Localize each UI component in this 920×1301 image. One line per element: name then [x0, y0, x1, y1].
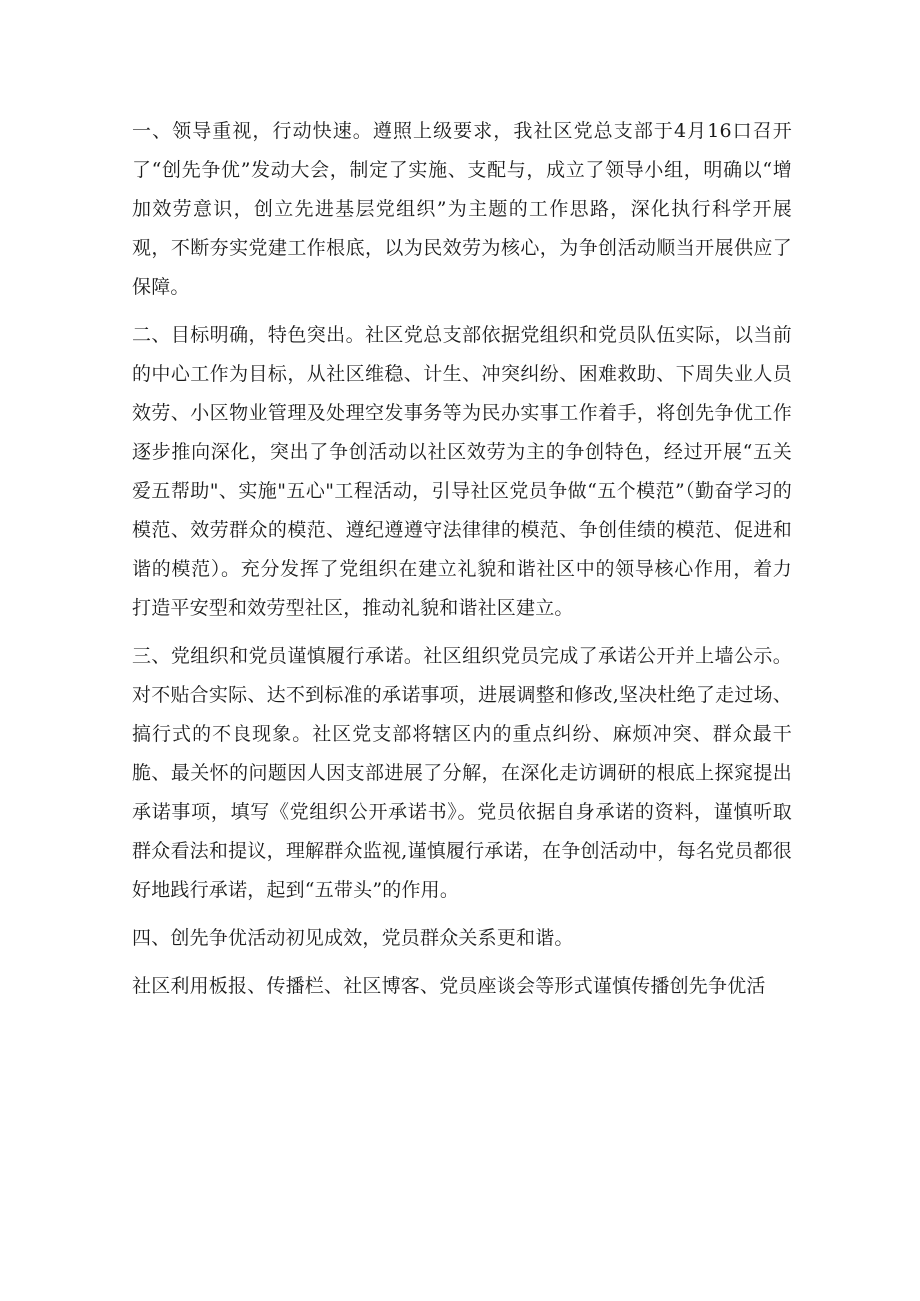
paragraph-publicity: 社区利用板报、传播栏、社区博客、党员座谈会等形式谨慎传播创先争优活 — [132, 975, 766, 997]
paragraph-commitments: 三、党组织和党员谨慎履行承诺。社区组织党员完成了承诺公开并上墙公示。对不贴合实际、达不到标准的承诺事项，进展调整和修改,坚决杜绝了走过场、搞行式的不良现象。社区党支部将辖区内的重点纠纷、麻烦冲突、群众最干脆、最关怀的问题因人因支部进展了分解，在深化走访调研的根底上探窕提出承诺事项，填写《党组织公开承诺书》。党员依据自身承诺的资料，谨慎听取群众看法和提议，理解群众监视,谨慎履行承诺，在争创活动中，每名党员都很好地践行承诺，起到“五带头”的作用。 — [132, 645, 792, 901]
paragraph-leadership: 一、领导重视，行动快速。遵照上级要求，我社区党总支部于4月16口召开了“创先争优”发动大会，制定了实施、支配与，成立了领导小组，明确以“增加效劳意识，创立先进基层党组织”为主题的工作思路，深化执行科学开展观，不断夯实党建工作根底，以为民效劳为核心，为争创活动顺当开展供应了保障。 — [132, 120, 792, 298]
document-body — [132, 112, 792, 1006]
paragraph-goals: 二、目标明确，特色突出。社区党总支部依据党组织和党员队伍实际，以当前的中心工作为目标，从社区维稳、计生、冲突纠纷、困难救助、下周失业人员效劳、小区物业管理及处理空发事务等为民办实事工作着手，将创先争优工作逐步推向深化，突出了争创活动以社区效劳为主的争创特色，经过开展“五关爱五帮助"、实施"五心"工程活动，引导社区党员争做“五个模范”（勤奋学习的模范、效劳群众的模范、遵纪遵遵守法律律的模范、争创佳绩的模范、促进和谐的模范）。充分发挥了党组织在建立礼貌和谐社区中的领导核心作用，着力打造平安型和效劳型社区，推动礼貌和谐社区建立。 — [132, 324, 792, 619]
paragraph-results-heading: 四、创先争优活动初见成效，党员群众关系更和谐。 — [132, 927, 574, 949]
